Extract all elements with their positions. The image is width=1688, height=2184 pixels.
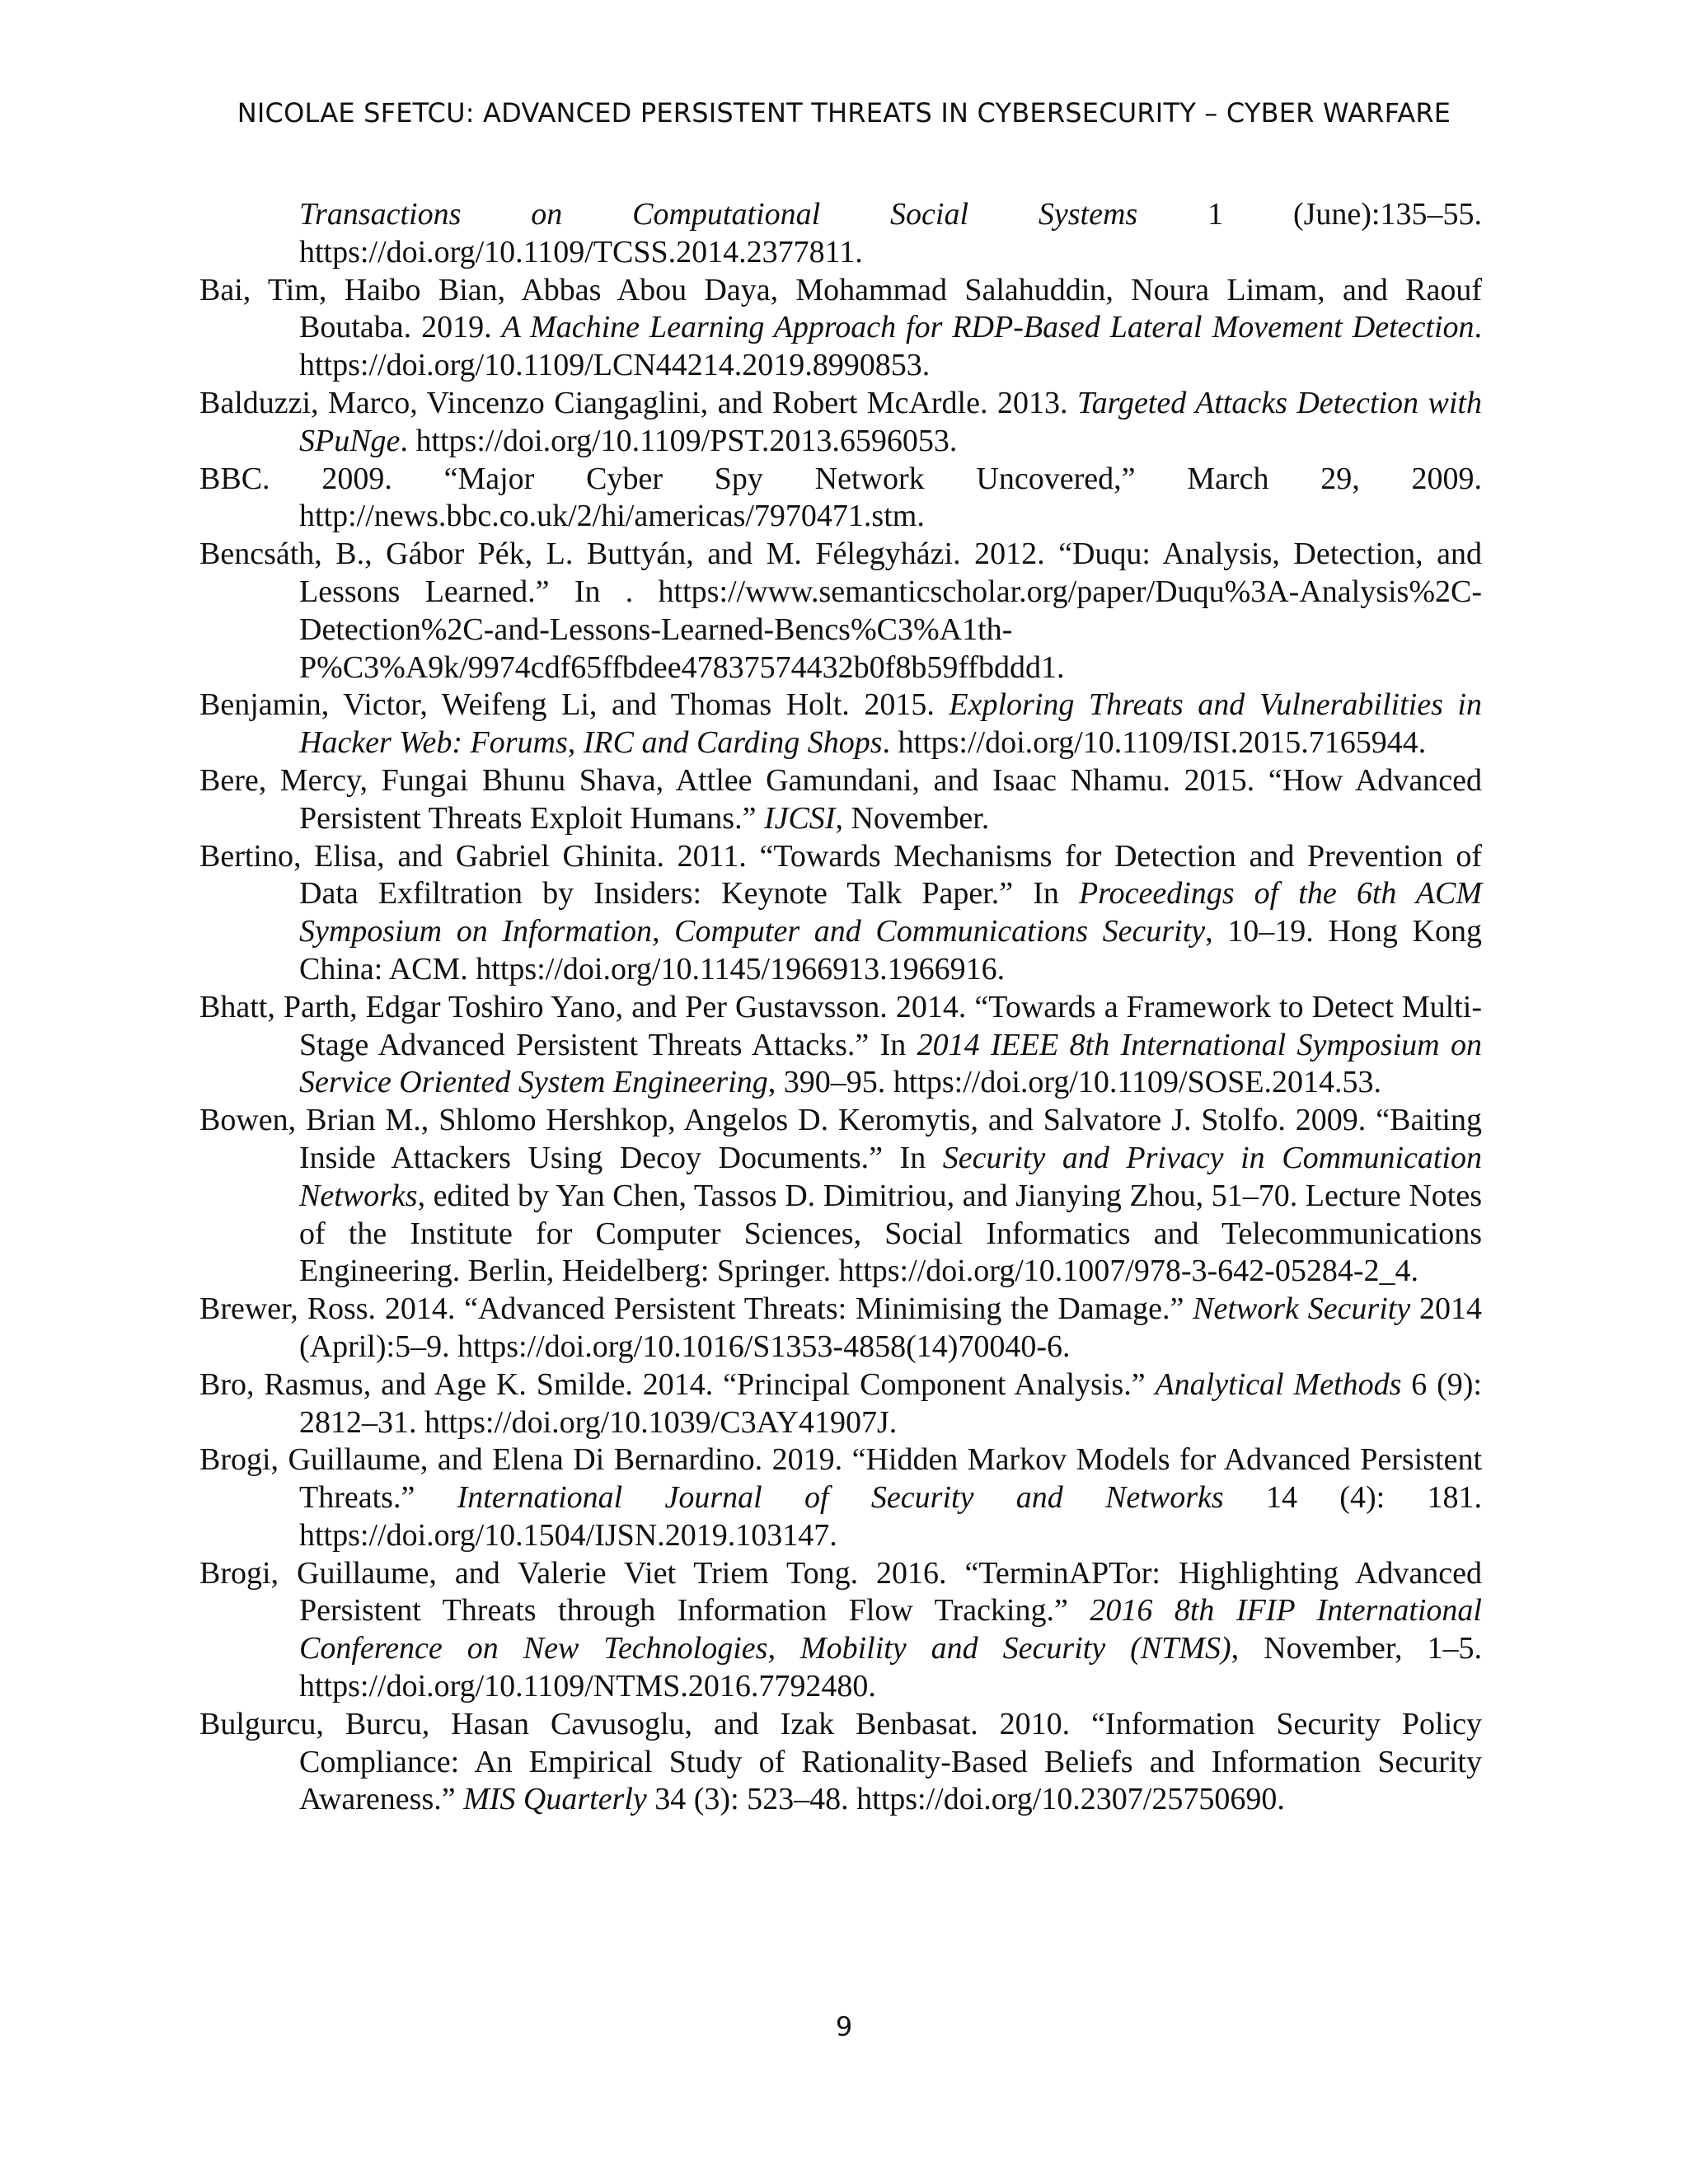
- reference-text: Bai, Tim, Haibo Bian, Abbas Abou Daya, Mohammad Salahuddin, Noura Limam, and Raouf Boutaba. 2019.: [199, 272, 1482, 345]
- reference-text: Bere, Mercy, Fungai Bhunu Shava, Attlee Gamundani, and Isaac Nhamu. 2015. “How Advanced Persistent Threats Exploit Humans.”: [199, 762, 1482, 836]
- reference-title-italic: MIS Quarterly: [463, 1782, 647, 1817]
- reference-entry: [199, 536, 1482, 687]
- reference-entry: [199, 762, 1482, 838]
- reference-entry: [199, 385, 1482, 461]
- reference-text: Benjamin, Victor, Weifeng Li, and Thomas Holt. 2015.: [199, 687, 950, 723]
- reference-title-italic: 2016 8th IFIP International Conference on New Technologies, Mobility and Security (NTMS): [299, 1593, 1482, 1666]
- reference-entry: [199, 1555, 1482, 1706]
- reference-text: BBC. 2009. “Major Cyber Spy Network Uncovered,” March 29, 2009. http://news.bbc.co.uk/2/hi/americas/7970471.stm.: [199, 461, 1482, 534]
- reference-title-italic: Proceedings of the 6th ACM Symposium on Information, Computer and Communications Security: [299, 876, 1482, 949]
- reference-entry: [199, 1441, 1482, 1554]
- bibliography-list: [199, 196, 1482, 1819]
- reference-text: , 10–19. Hong Kong China: ACM. https://doi.org/10.1145/1966913.1966916.: [299, 914, 1483, 987]
- reference-title-italic: Security and Privacy in Communication Networks: [299, 1140, 1482, 1213]
- reference-title-italic: 2014 IEEE 8th International Symposium on Service Oriented System Engineering: [299, 1027, 1482, 1100]
- reference-text: 1 (June):135–55. https://doi.org/10.1109/TCSS.2014.2377811.: [299, 197, 1482, 269]
- reference-entry: [199, 196, 1482, 272]
- reference-title-italic: Analytical Methods: [1155, 1366, 1402, 1402]
- reference-entry: [199, 989, 1482, 1102]
- reference-text: Brewer, Ross. 2014. “Advanced Persistent Threats: Minimising the Damage.”: [199, 1291, 1193, 1327]
- reference-text: 2014 (April):5–9. https://doi.org/10.1016/S1353-4858(14)70040-6.: [299, 1291, 1482, 1364]
- reference-title-italic: Transactions on Computational Social Systems: [299, 197, 1138, 232]
- reference-text: 6 (9): 2812–31. https://doi.org/10.1039/C3AY41907J.: [299, 1366, 1482, 1440]
- reference-title-italic: IJCSI: [763, 800, 836, 836]
- reference-entry: [199, 1706, 1482, 1819]
- reference-text: 34 (3): 523–48. https://doi.org/10.2307/25750690.: [646, 1782, 1285, 1817]
- reference-text: Bencsáth, B., Gábor Pék, L. Buttyán, and M. Félegyházi. 2012. “Duqu: Analysis, Detection, and Lessons Learned.” In . https://www.semanticscholar.org/paper/Duqu%3A-Analysis%2C-Detection%2C-and-Lessons-Learned-Bencs%C3%A1th-P%C3%A9k/9974cdf65ffbdee47837574432b0f8b59ffbddd1.: [199, 537, 1482, 685]
- reference-title-italic: Exploring Threats and Vulnerabilities in Hacker Web: Forums, IRC and Carding Shops: [299, 687, 1482, 761]
- reference-text: Bro, Rasmus, and Age K. Smilde. 2014. “Principal Component Analysis.”: [199, 1366, 1156, 1402]
- reference-title-italic: International Journal of Security and Networks: [457, 1480, 1224, 1516]
- reference-text: , edited by Yan Chen, Tassos D. Dimitriou, and Jianying Zhou, 51–70. Lecture Notes of the Institute for Computer Sciences, Social Informatics and Telecommunications Engineering. Berlin, Heidelberg: Springer. https://doi.org/10.1007/978-3-642-05284-2_4.: [299, 1178, 1482, 1289]
- reference-text: , November.: [835, 800, 990, 836]
- reference-text: Brogi, Guillaume, and Elena Di Bernardino. 2019. “Hidden Markov Models for Advanced Persistent Threats.”: [199, 1442, 1482, 1516]
- reference-text: Bulgurcu, Burcu, Hasan Cavusoglu, and Izak Benbasat. 2010. “Information Security Policy Compliance: An Empirical Study of Rationality-Based Beliefs and Information Security Awareness.”: [199, 1706, 1482, 1817]
- reference-text: 14 (4): 181. https://doi.org/10.1504/IJSN.2019.103147.: [299, 1480, 1483, 1553]
- reference-text: Bhatt, Parth, Edgar Toshiro Yano, and Per Gustavsson. 2014. “Towards a Framework to Detect Multi-Stage Advanced Persistent Threats Attacks.” In: [199, 989, 1482, 1062]
- reference-entry: [199, 838, 1482, 989]
- reference-title-italic: A Machine Learning Approach for RDP-Based Lateral Movement Detection: [501, 310, 1475, 345]
- reference-text: Bertino, Elisa, and Gabriel Ghinita. 2011. “Towards Mechanisms for Detection and Prevention of Data Exfiltration by Insiders: Keynote Talk Paper.” In: [199, 838, 1482, 912]
- reference-text: Balduzzi, Marco, Vincenzo Ciangaglini, and Robert McArdle. 2013.: [199, 385, 1077, 420]
- reference-entry: [199, 1291, 1482, 1366]
- running-header: NICOLAE SFETCU: ADVANCED PERSISTENT THREATS IN CYBERSECURITY – CYBER WARFARE: [237, 97, 1451, 129]
- reference-text: , November, 1–5. https://doi.org/10.1109/NTMS.2016.7792480.: [299, 1631, 1482, 1704]
- reference-text: Brogi, Guillaume, and Valerie Viet Triem Tong. 2016. “TerminAPTor: Highlighting Advanced Persistent Threats through Information Flow Tracking.”: [199, 1555, 1482, 1629]
- reference-text: Bowen, Brian M., Shlomo Hershkop, Angelos D. Keromytis, and Salvatore J. Stolfo. 2009. “Baiting Inside Attackers Using Decoy Documents.” In: [199, 1103, 1482, 1175]
- reference-text: . https://doi.org/10.1109/PST.2013.6596053.: [400, 423, 958, 458]
- reference-title-italic: Targeted Attacks Detection with SPuNge: [299, 385, 1482, 458]
- reference-text: , 390–95. https://doi.org/10.1109/SOSE.2014.53.: [767, 1065, 1381, 1100]
- reference-entry: [199, 1366, 1482, 1442]
- reference-entry: [199, 272, 1482, 385]
- reference-title-italic: Network Security: [1193, 1291, 1411, 1327]
- reference-text: . https://doi.org/10.1109/ISI.2015.7165944.: [882, 725, 1427, 761]
- page-number: 9: [835, 2011, 853, 2042]
- reference-entry: [199, 687, 1482, 762]
- reference-text: . https://doi.org/10.1109/LCN44214.2019.8990853.: [299, 310, 1483, 383]
- reference-entry: [199, 1102, 1482, 1291]
- reference-entry: [199, 461, 1482, 537]
